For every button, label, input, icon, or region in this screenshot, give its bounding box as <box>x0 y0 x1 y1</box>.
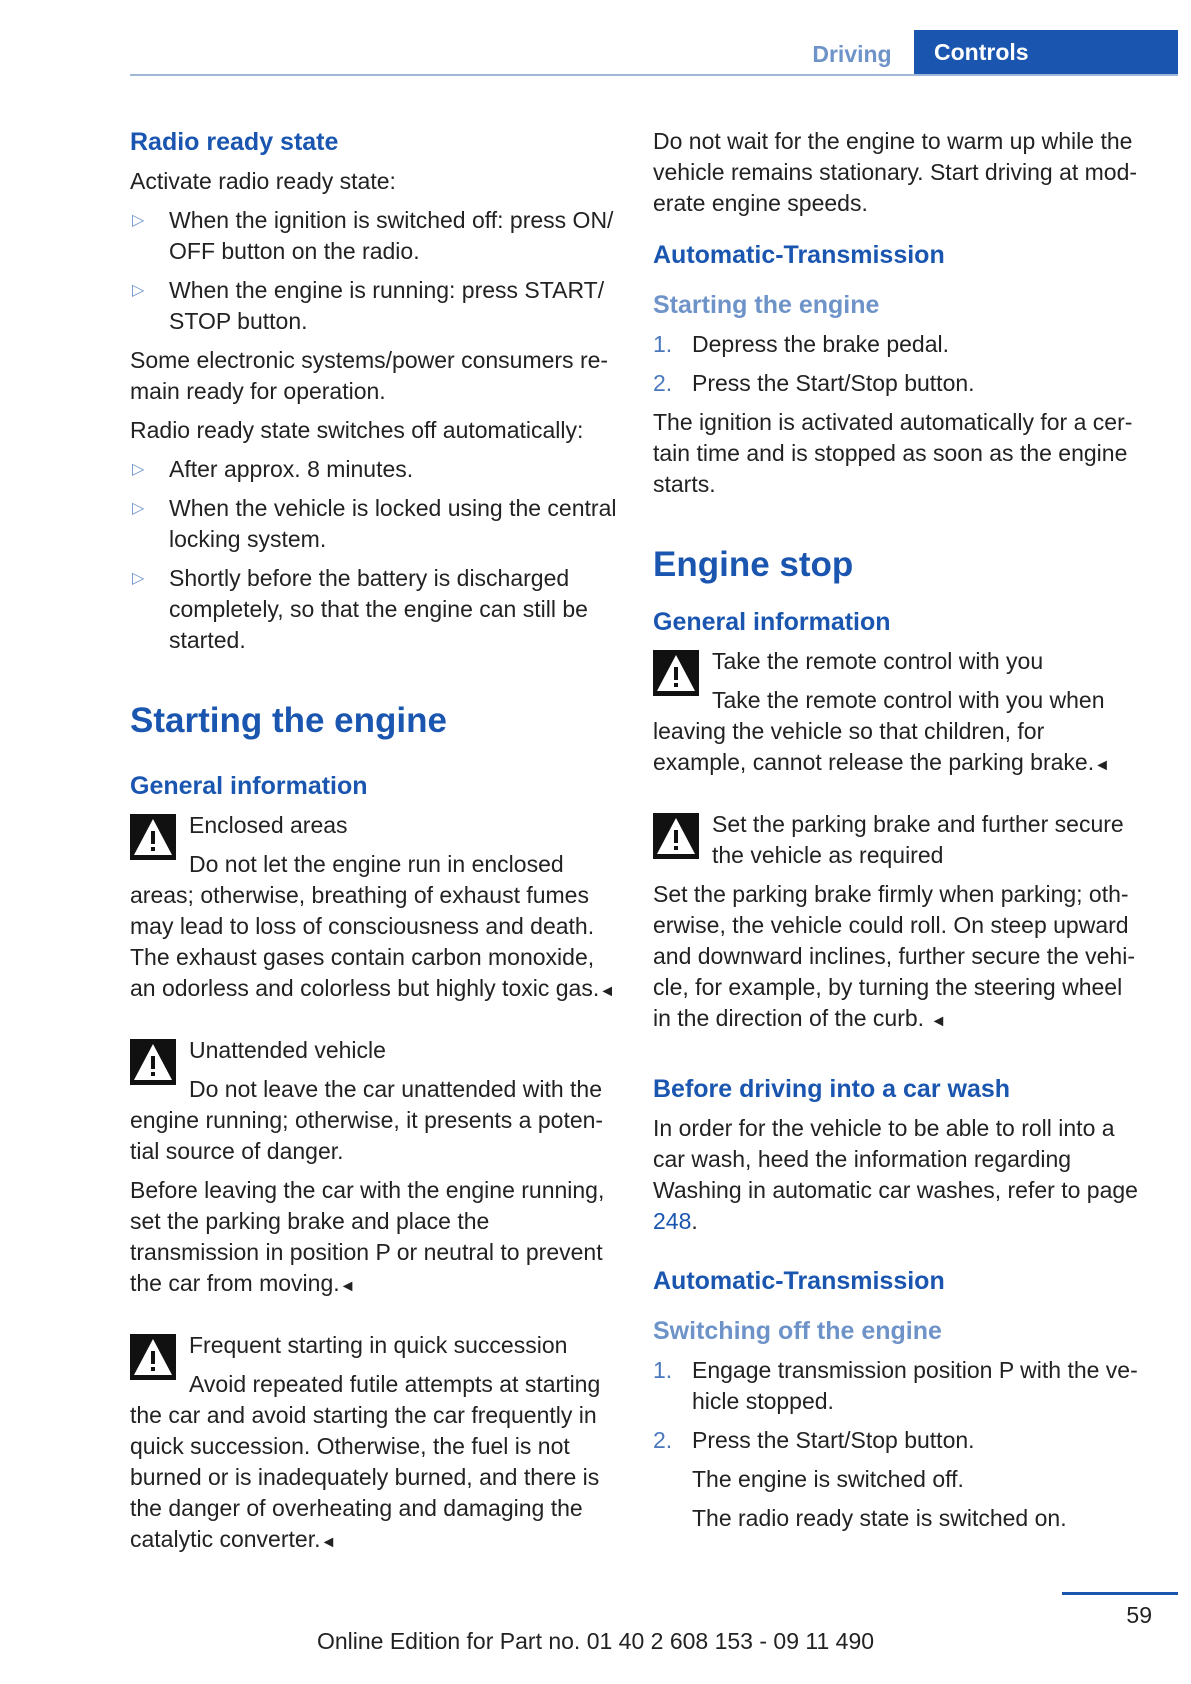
page-number: 59 <box>1126 1602 1152 1628</box>
starting-engine-title: Starting the engine <box>130 701 447 740</box>
radio-activate-list <box>130 205 620 337</box>
end-mark-icon: ◄ <box>320 1534 337 1551</box>
starting-steps-list <box>653 329 1143 399</box>
leaving-car-paragraph: Before leaving the car with the engine running, set the parking brake and place the transmission in position P or neutral to prevent the car from moving.◄ <box>130 1177 605 1296</box>
radio-ready-auto-off: Radio ready state switches off automatically: <box>130 417 584 443</box>
warning-triangle-icon <box>130 1334 176 1380</box>
warning-body: Take the remote control with you when leaving the vehicle so that children, for example, cannot release the parking brake.◄ <box>653 687 1110 775</box>
warning-triangle-icon <box>653 813 699 859</box>
list-item: 2. Press the Start/Stop button. <box>653 1427 975 1453</box>
radio-ready-intro: Activate radio ready state: <box>130 168 396 194</box>
list-item: 1. Engage transmission position P with the ve-hicle stopped. <box>653 1357 1138 1414</box>
warning-body: Do not let the engine run in enclosed areas; otherwise, breathing of exhaust fumes may lead to loss of consciousness and death. The exhaust gases contain carbon monoxide, an odorless and colorless but highly toxic gas.◄ <box>130 851 616 1001</box>
triangle-bullet-icon: ▷ <box>132 570 145 587</box>
list-item: ▷ When the engine is running: press START/ STOP button. <box>132 277 605 334</box>
radio-ready-paragraph: Some electronic systems/power consumers re-main ready for operation. <box>130 347 609 404</box>
list-item: ▷ Shortly before the battery is discharged completely, so that the engine can still be started. <box>132 565 588 653</box>
end-mark-icon: ◄ <box>930 1013 947 1030</box>
left-column <box>130 126 620 1586</box>
warmup-paragraph: Do not wait for the engine to warm up while the vehicle remains stationary. Start driving at mod-erate engine speeds. <box>653 128 1138 216</box>
warning-title: Unattended vehicle <box>189 1037 386 1063</box>
starting-engine-subheading: Starting the engine <box>653 291 880 319</box>
triangle-bullet-icon: ▷ <box>132 500 145 517</box>
list-item: ▷ After approx. 8 minutes. <box>130 454 620 485</box>
header-chapter-controls: Controls <box>914 30 1178 75</box>
right-column <box>653 126 1143 1542</box>
general-info-heading: General information <box>653 608 891 636</box>
warning-triangle-icon <box>653 650 699 696</box>
parking-paragraph: Set the parking brake firmly when parking; oth-erwise, the vehicle could roll. On steep upward and downward inclines, further secure the vehi-cle, for example, by turning the steering wheel in the direction of the curb. ◄ <box>653 881 1135 1031</box>
warning-unattended-vehicle <box>130 1035 620 1167</box>
warning-triangle-icon <box>130 814 176 860</box>
footer-edition-text: Online Edition for Part no. 01 40 2 608 153 - 09 11 490 <box>316 1628 875 1654</box>
header-rule <box>130 74 1178 76</box>
list-item: ▷ When the vehicle is locked using the central locking system. <box>132 495 617 552</box>
page-number-rule <box>1062 1592 1178 1595</box>
warning-title: Set the parking brake and further secure the vehicle as required <box>712 811 1124 868</box>
warning-body: Do not leave the car unattended with the engine running; otherwise, it presents a poten-tial source of danger. <box>130 1076 604 1164</box>
end-mark-icon: ◄ <box>1094 757 1110 774</box>
radio-ready-heading: Radio ready state <box>130 128 339 156</box>
warning-title: Enclosed areas <box>189 812 348 838</box>
end-mark-icon: ◄ <box>339 1278 356 1295</box>
general-info-heading: General information <box>130 772 368 800</box>
automatic-transmission-heading: Automatic-Transmission <box>653 1267 945 1295</box>
end-mark-icon: ◄ <box>599 983 616 1000</box>
warning-title: Frequent starting in quick succession <box>189 1332 568 1358</box>
switched-off-note: The engine is switched off. <box>692 1466 964 1492</box>
switching-off-subheading: Switching off the engine <box>653 1317 942 1345</box>
warning-remote-control <box>653 646 1143 781</box>
car-wash-paragraph: In order for the vehicle to be able to roll into a car wash, heed the information regarding Washing in automatic car washes, refer to page 248. <box>653 1115 1138 1234</box>
switching-off-steps-list <box>653 1355 1143 1456</box>
car-wash-heading: Before driving into a car wash <box>653 1075 1011 1103</box>
ignition-paragraph: The ignition is activated automatically for a cer-tain time and is stopped as soon as the engine starts. <box>653 409 1133 497</box>
warning-frequent-starting <box>130 1330 620 1558</box>
list-item: 1. Depress the brake pedal. <box>653 331 949 357</box>
triangle-bullet-icon: ▷ <box>132 461 145 478</box>
warning-body: Avoid repeated futile attempts at starting the car and avoid starting the car frequently in quick succession. Otherwise, the fuel is not burned or is inadequately burned, and there is the danger of overheating and damaging the catalytic converter.◄ <box>130 1371 601 1552</box>
radio-off-list <box>130 454 620 656</box>
radio-ready-note: The radio ready state is switched on. <box>692 1505 1067 1531</box>
header-section-driving: Driving <box>812 41 892 67</box>
warning-parking-brake <box>653 809 1143 871</box>
page-reference-link[interactable]: 248 <box>653 1208 692 1234</box>
warning-enclosed-areas <box>130 810 620 1007</box>
list-item: 2. Press the Start/Stop button. <box>653 370 975 396</box>
warning-triangle-icon <box>130 1039 176 1085</box>
automatic-transmission-heading: Automatic-Transmission <box>653 241 945 269</box>
list-item: ▷ When the ignition is switched off: press ON/ OFF button on the radio. <box>132 207 614 264</box>
triangle-bullet-icon: ▷ <box>132 212 145 229</box>
engine-stop-title: Engine stop <box>653 545 854 584</box>
triangle-bullet-icon: ▷ <box>132 282 145 299</box>
warning-title: Take the remote control with you <box>712 648 1044 674</box>
